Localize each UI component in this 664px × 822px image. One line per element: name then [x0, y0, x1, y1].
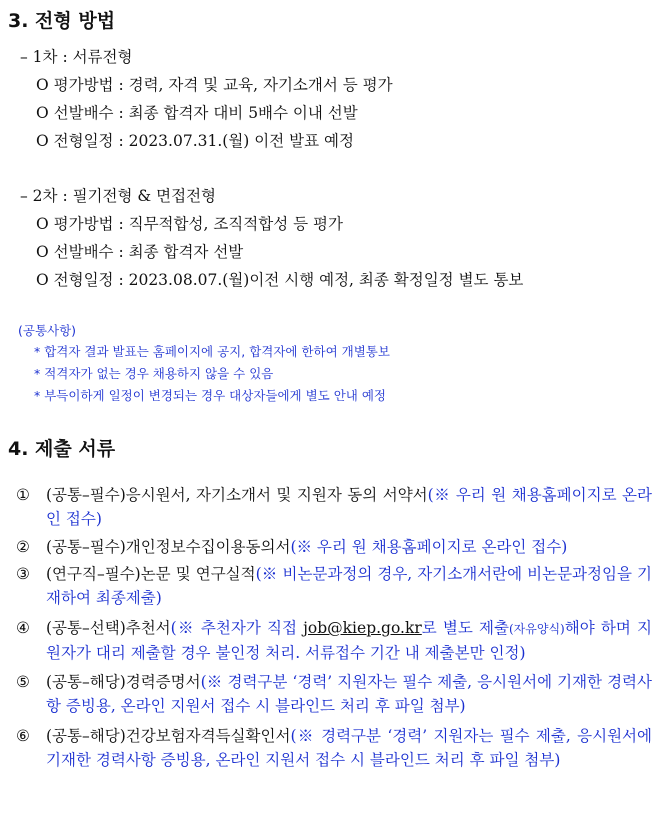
round2-schedule: O 전형일정 : 2023.08.07.(월)이전 시행 예정, 최종 확정일정 별도 통보 — [36, 271, 524, 289]
round2-heading: – 2차 : 필기전형 & 면접전형 — [20, 187, 217, 205]
item-number: ⑤ — [16, 673, 30, 691]
common-note: * 적격자가 없는 경우 채용하지 않을 수 있음 — [34, 366, 274, 381]
round1-selection-ratio: O 선발배수 : 최종 합격자 대비 5배수 이내 선발 — [36, 104, 358, 122]
item-note: (※ 추천자가 직접 job@kiep.go.kr로 별도 제출(자유양식)해야 하며 지원자가 대리 제출할 경우 불인정 처리. 서류접수 기간 내 제출본만 인정) — [46, 619, 652, 662]
round1-criteria: O 평가방법 : 경력, 자격 및 교육, 자기소개서 등 평가 — [36, 76, 393, 94]
item-number: ② — [16, 538, 30, 556]
common-note: * 합격자 결과 발표는 홈페이지에 공지, 합격자에 한하여 개별통보 — [34, 344, 390, 359]
document-item — [16, 670, 652, 718]
document-item — [16, 616, 652, 665]
document-item — [16, 724, 652, 772]
common-note: * 부득이하게 일정이 변경되는 경우 대상자들에게 별도 안내 예정 — [34, 388, 386, 403]
section-3-title: 3. 전형 방법 — [8, 10, 116, 32]
item-title: (공통–필수)응시원서, 자기소개서 및 지원자 동의 서약서 — [46, 486, 428, 504]
item-number: ④ — [16, 619, 30, 637]
section-4-title: 4. 제출 서류 — [8, 438, 116, 460]
round1-heading: – 1차 : 서류전형 — [20, 48, 133, 66]
item-note: (※ 우리 원 채용홈페이지로 온라인 접수) — [290, 538, 568, 556]
email-link[interactable]: job@kiep.go.kr — [303, 619, 422, 637]
document-item — [16, 483, 652, 531]
item-number: ① — [16, 486, 30, 504]
item-title: (공통–해당)경력증명서 — [46, 673, 201, 691]
round2-criteria: O 평가방법 : 직무적합성, 조직적합성 등 평가 — [36, 215, 343, 233]
item-title: (공통–해당)건강보험자격득실확인서 — [46, 727, 291, 745]
item-title: (연구직–필수)논문 및 연구실적 — [46, 565, 256, 583]
round2-selection-ratio: O 선발배수 : 최종 합격자 선발 — [36, 243, 244, 261]
item-title: (공통–필수)개인정보수집이용동의서 — [46, 538, 291, 556]
item-note: (※ 경력구분 ‘경력’ 지원자는 필수 제출, 응시원서에 기재한 경력사항 증빙용, 온라인 지원서 접수 시 블라인드 처리 후 파일 첨부) — [46, 727, 652, 769]
document-item — [16, 535, 652, 559]
item-note: (※ 경력구분 ‘경력’ 지원자는 필수 제출, 응시원서에 기재한 경력사항 증빙용, 온라인 지원서 접수 시 블라인드 처리 후 파일 첨부) — [46, 673, 652, 715]
item-number: ⑥ — [16, 727, 30, 745]
document-item — [16, 562, 652, 610]
common-notes-title: (공통사항) — [18, 323, 77, 338]
item-note: (※ 비논문과정의 경우, 자기소개서란에 비논문과정임을 기재하여 최종제출) — [46, 565, 652, 607]
item-number: ③ — [16, 565, 30, 583]
item-note: (※ 우리 원 채용홈페이지로 온라인 접수) — [46, 486, 652, 528]
round1-schedule: O 전형일정 : 2023.07.31.(월) 이전 발표 예정 — [36, 132, 354, 150]
item-title: (공통–선택)추천서 — [46, 619, 171, 637]
